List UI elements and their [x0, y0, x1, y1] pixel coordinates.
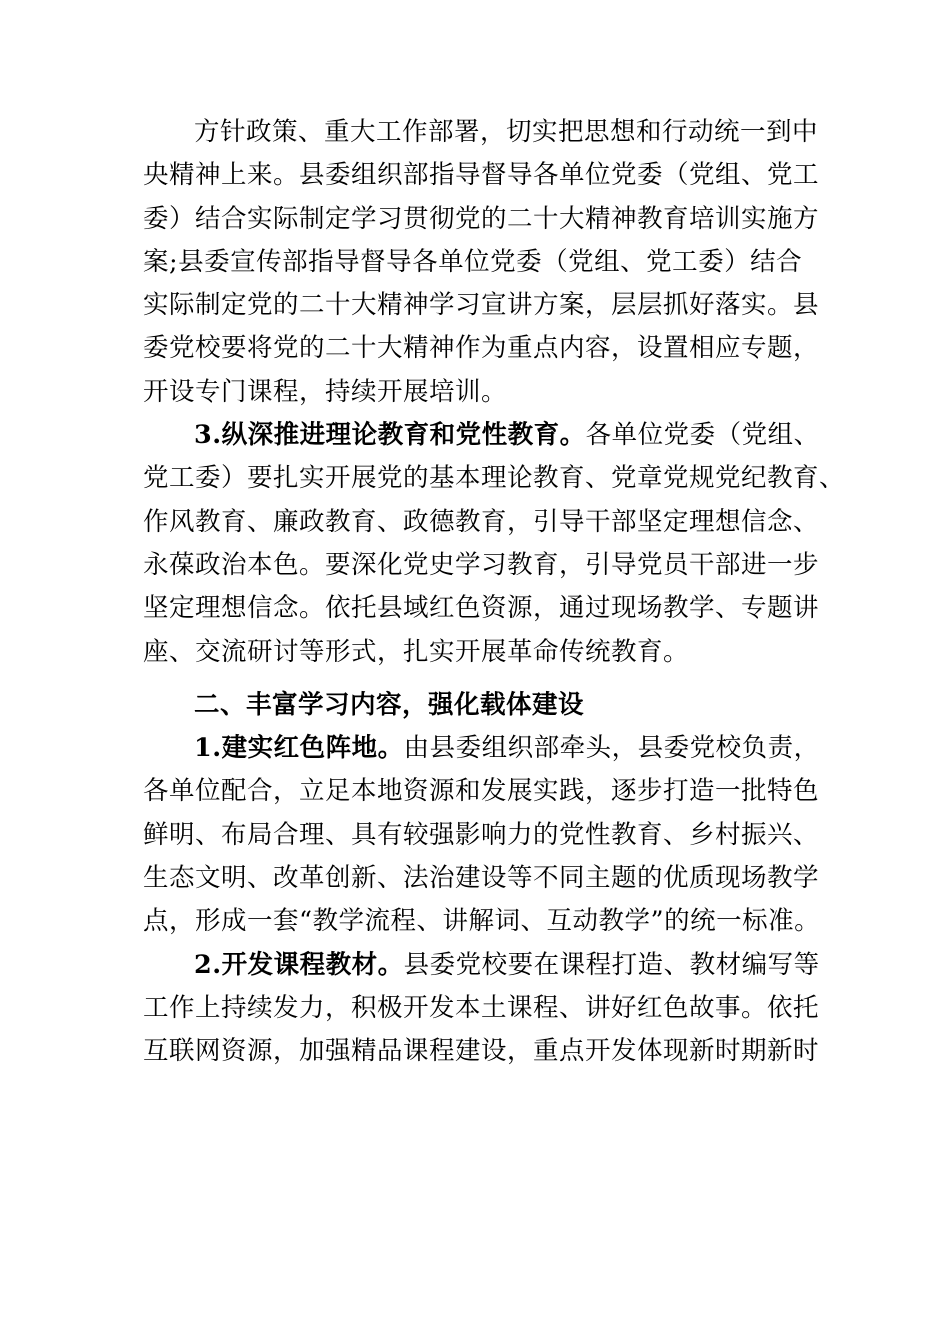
text-line: 委党校要将党的二十大精神作为重点内容，设置相应专题，	[143, 333, 820, 364]
paragraph-heading: 2.开发课程教材。	[194, 949, 404, 980]
text-line: 案;县委宣传部指导督导各单位党委（党组、党工委）结合	[143, 246, 803, 277]
text-line: 方针政策、重大工作部署，切实把思想和行动统一到中	[194, 117, 819, 147]
text-line: 鲜明、布局合理、具有较强影响力的党性教育、乡村振兴、	[143, 819, 820, 850]
paragraph-2	[143, 414, 846, 674]
text-line: 央精神上来。县委组织部指导督导各单位党委（党组、党工	[143, 160, 820, 191]
section-heading: 二、丰富学习内容，强化载体建设	[194, 689, 585, 720]
text-line: 工作上持续发力，积极开发本土课程、讲好红色故事。依托	[143, 992, 820, 1023]
text-line	[143, 414, 820, 457]
paragraph-3	[143, 727, 821, 943]
paragraph-text: 由县委组织部牵头，县委党校负责，	[403, 733, 820, 764]
text-line: 永葆政治本色。要深化党史学习教育，引导党员干部进一步	[143, 549, 820, 580]
text-line: 生态文明、改革创新、法治建设等不同主题的优质现场教学	[143, 863, 820, 894]
text-line: 座、交流研讨等形式，扎实开展革命传统教育。	[143, 636, 690, 667]
text-line: 互联网资源，加强精品课程建设，重点开发体现新时期新时	[143, 1036, 820, 1067]
text-line: 各单位配合，立足本地资源和发展实践，逐步打造一批特色	[143, 776, 820, 807]
paragraph-text: 县委党校要在课程打造、教材编写等	[403, 949, 820, 980]
text-line	[143, 944, 820, 987]
text-line: 开设专门课程，持续开展培训。	[143, 376, 508, 407]
text-line: 委）结合实际制定学习贯彻党的二十大精神教育培训实施方	[143, 203, 820, 234]
text-line	[143, 727, 820, 770]
paragraph-heading: 1.建实红色阵地。	[194, 733, 404, 764]
paragraph-1	[143, 111, 820, 414]
text-line: 党工委）要扎实开展党的基本理论教育、党章党规党纪教育、	[143, 463, 846, 494]
paragraph-heading: 3.纵深推进理论教育和党性教育。	[194, 420, 586, 451]
text-line: 实际制定党的二十大精神学习宣讲方案，层层抓好落实。县	[143, 290, 820, 321]
document-body	[143, 111, 846, 1074]
paragraph-text: 各单位党委（党组、	[585, 420, 820, 451]
paragraph-4	[143, 944, 820, 1074]
text-line: 坚定理想信念。依托县域红色资源，通过现场教学、专题讲	[143, 593, 820, 624]
text-line: 点，形成一套“教学流程、讲解词、互动教学”的统一标准。	[143, 906, 821, 937]
text-line: 作风教育、廉政教育、政德教育，引导干部坚定理想信念、	[143, 506, 820, 537]
